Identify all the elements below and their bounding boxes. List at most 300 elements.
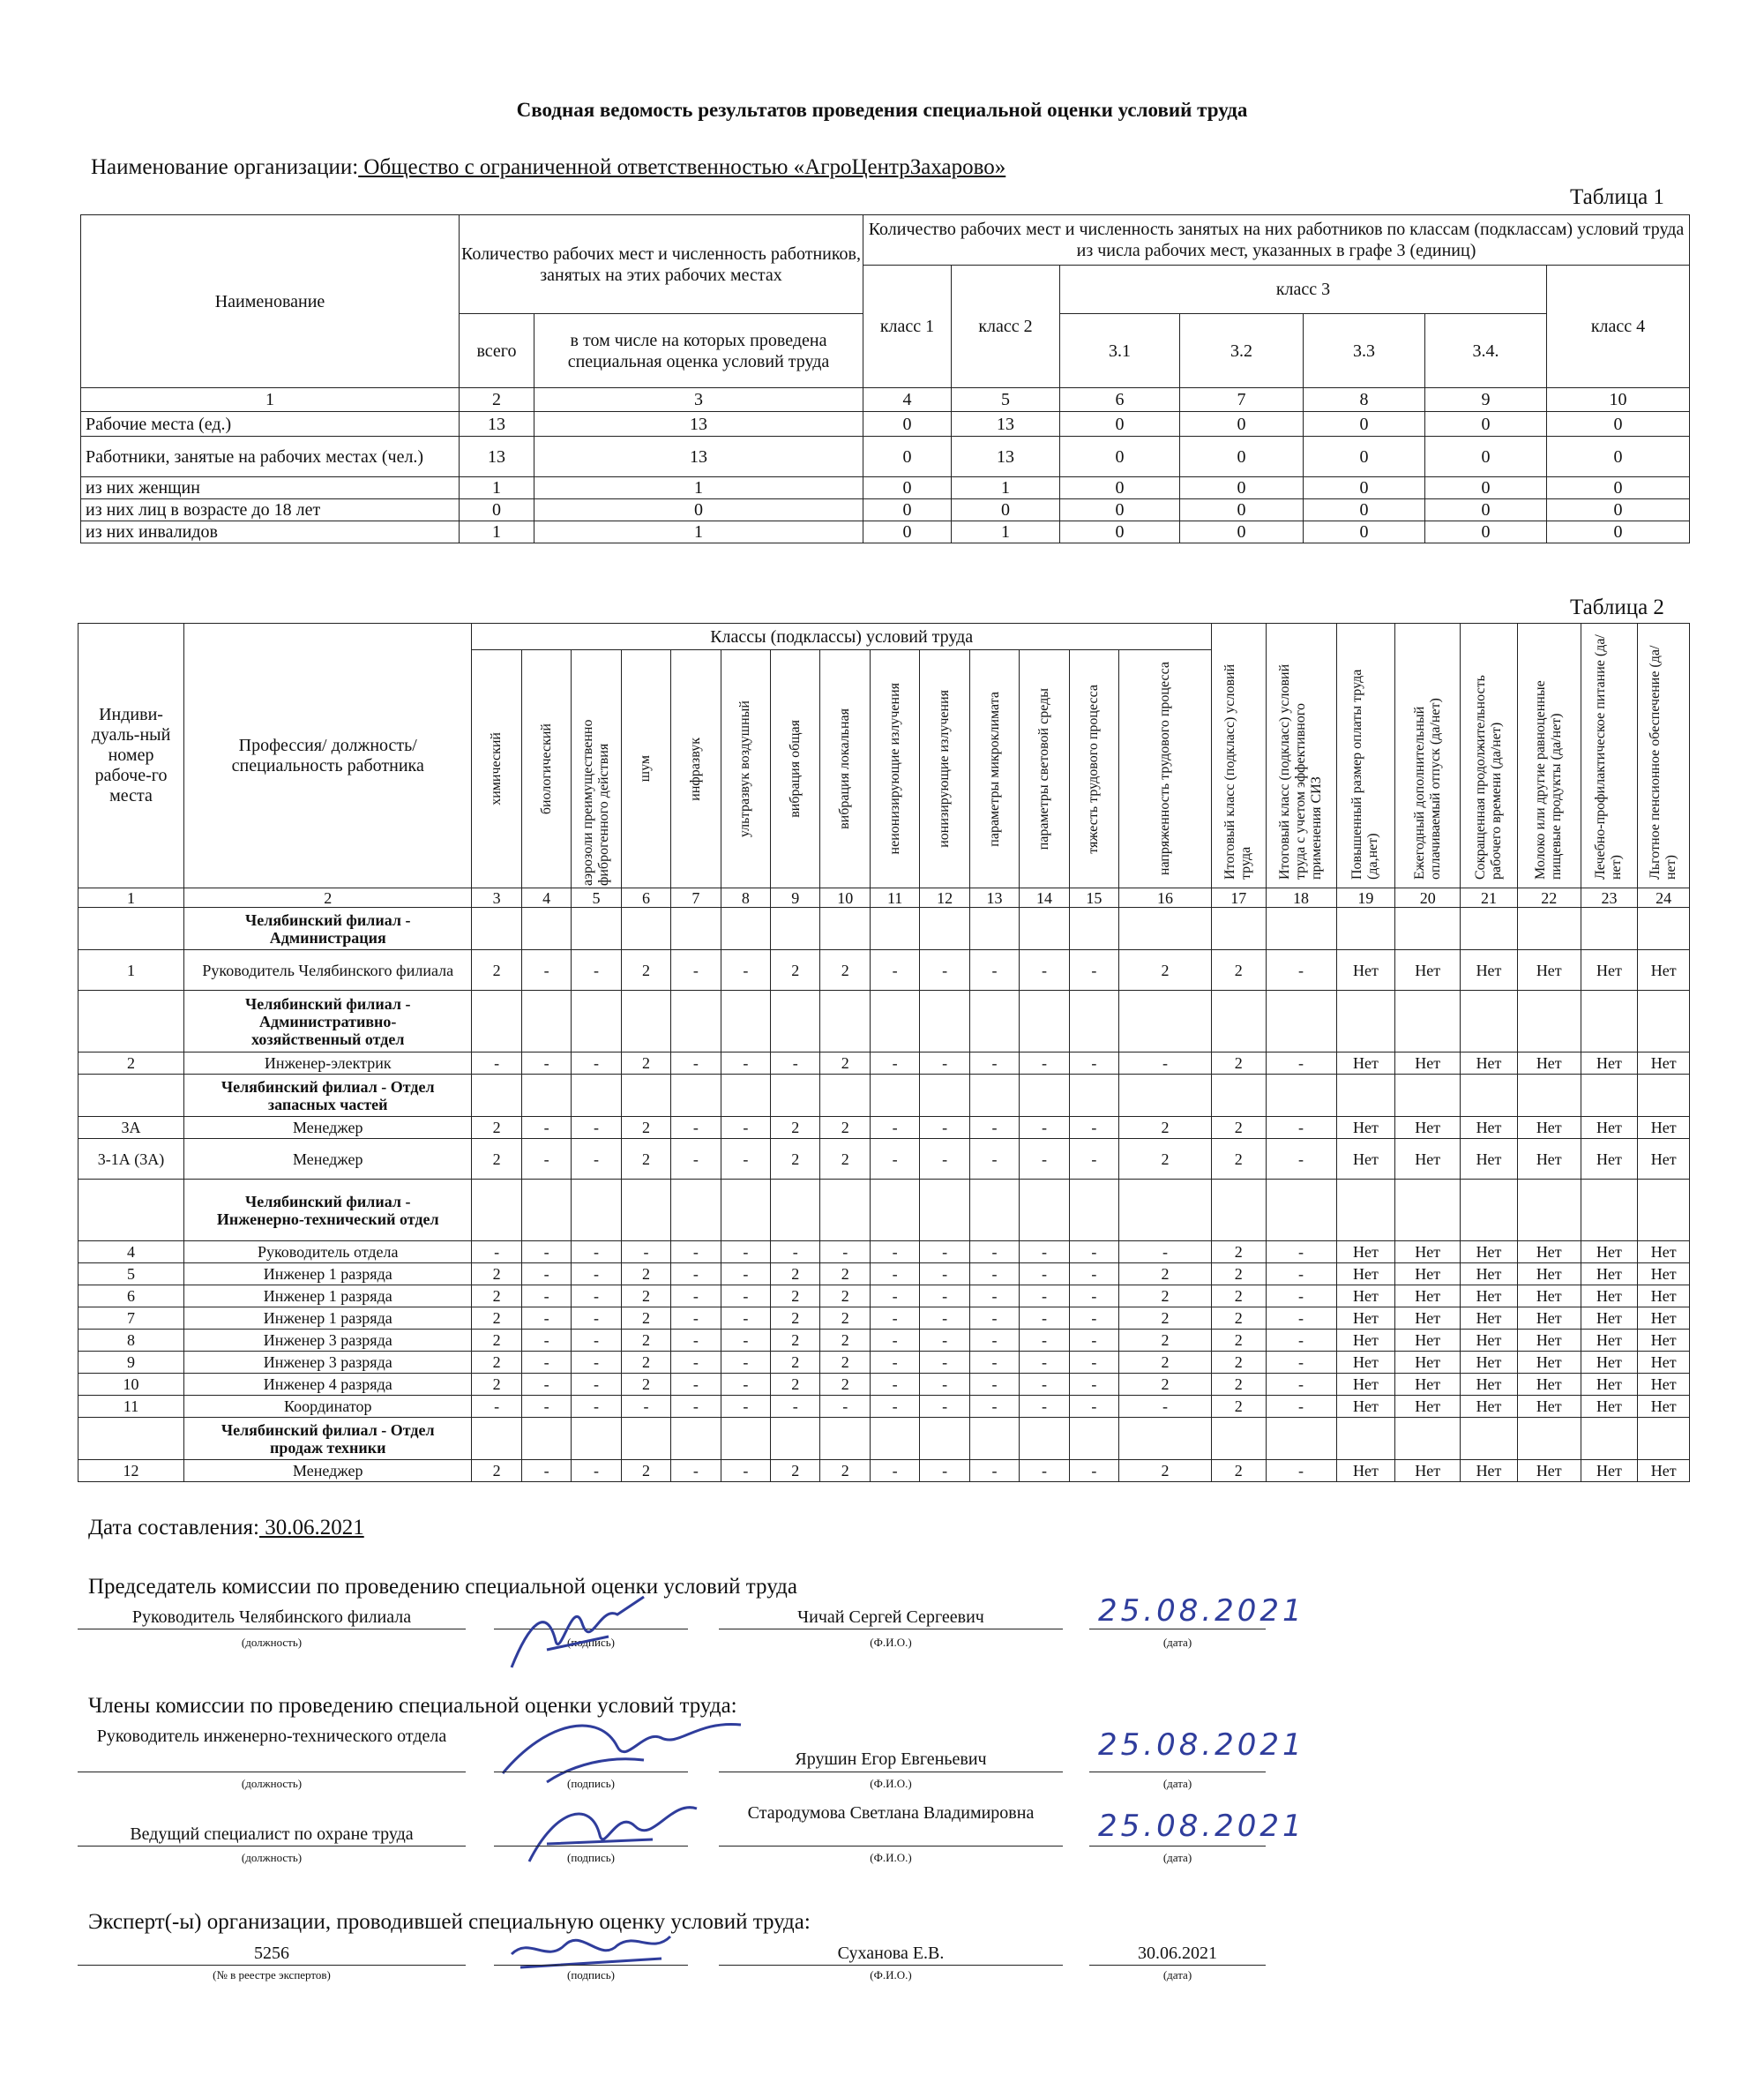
workplace-cell: - bbox=[1069, 1396, 1118, 1418]
workplace-cell: 2 bbox=[472, 1374, 521, 1396]
empty-cell bbox=[969, 908, 1019, 950]
workplace-cell: Нет bbox=[1461, 1307, 1518, 1330]
member2-name: Стародумова Светлана Владимировна bbox=[747, 1803, 1035, 1823]
workplace-cell: - bbox=[1266, 1352, 1336, 1374]
workplace-cell: Нет bbox=[1638, 1374, 1690, 1396]
department-row bbox=[78, 991, 1690, 1052]
t1-cell: 0 bbox=[1547, 521, 1690, 543]
expert-date: 30.06.2021 bbox=[1138, 1944, 1217, 1963]
t1-header-class2: класс 2 bbox=[952, 266, 1060, 388]
workplace-cell: - bbox=[771, 1052, 820, 1075]
t1-cell: 1 bbox=[534, 477, 863, 499]
workplace-cell: - bbox=[920, 1285, 969, 1307]
workplace-cell: 2 bbox=[621, 1139, 670, 1180]
workplace-cell: 2 bbox=[472, 1139, 521, 1180]
t1-header-3-4: 3.4. bbox=[1425, 314, 1547, 388]
empty-cell bbox=[572, 1180, 621, 1241]
workplace-cell: Нет bbox=[1336, 950, 1395, 991]
empty-cell bbox=[1638, 991, 1690, 1052]
workplace-cell: - bbox=[920, 1330, 969, 1352]
workplace-cell: - bbox=[621, 1396, 670, 1418]
workplace-cell: - bbox=[572, 1307, 621, 1330]
empty-cell bbox=[1517, 908, 1581, 950]
t2-header-vertical bbox=[1581, 624, 1638, 888]
workplace-cell: - bbox=[572, 1396, 621, 1418]
empty-cell bbox=[820, 1075, 870, 1117]
t2-header-vertical-text: инфразвук bbox=[687, 737, 703, 801]
workplace-cell: - bbox=[1069, 1263, 1118, 1285]
workplace-cell: - bbox=[1266, 1396, 1336, 1418]
workplace-cell: 2 bbox=[1211, 1117, 1266, 1139]
workplace-profession: Инженер 3 разряда bbox=[184, 1330, 472, 1352]
workplace-cell: - bbox=[820, 1241, 870, 1263]
member2-date: 25.08.2021 bbox=[1098, 1809, 1305, 1844]
workplace-cell: - bbox=[671, 1263, 721, 1285]
empty-cell bbox=[1395, 1075, 1461, 1117]
workplace-cell: - bbox=[1020, 1352, 1069, 1374]
workplace-row bbox=[78, 1117, 1690, 1139]
empty-cell bbox=[472, 1418, 521, 1460]
chair-heading: Председатель комиссии по проведению специальной оценки условий труда bbox=[88, 1575, 797, 1599]
chair-date-caption: (дата) bbox=[1162, 1636, 1192, 1649]
empty-cell bbox=[1395, 1418, 1461, 1460]
t1-cell: 1 bbox=[534, 521, 863, 543]
expert-date-caption: (дата) bbox=[1162, 1968, 1192, 1981]
expert-name-line bbox=[719, 1965, 1063, 1966]
workplace-row bbox=[78, 1139, 1690, 1180]
t2-header-vertical-text: параметры световой среды bbox=[1035, 687, 1051, 850]
empty-cell bbox=[1581, 1075, 1638, 1117]
t1-colnum: 6 bbox=[1060, 388, 1180, 412]
department-number-cell bbox=[78, 1180, 184, 1241]
organization-name: Общество с ограниченной ответственностью «АгроЦентрЗахарово» bbox=[358, 155, 1006, 179]
workplace-cell: - bbox=[572, 1117, 621, 1139]
empty-cell bbox=[572, 991, 621, 1052]
workplace-cell: - bbox=[969, 1117, 1019, 1139]
workplace-cell: Нет bbox=[1336, 1139, 1395, 1180]
workplace-cell: - bbox=[721, 1285, 770, 1307]
workplace-cell: - bbox=[521, 1374, 571, 1396]
workplace-cell: - bbox=[671, 1117, 721, 1139]
workplace-cell: Нет bbox=[1336, 1117, 1395, 1139]
workplace-cell: - bbox=[1020, 950, 1069, 991]
t2-header-number bbox=[78, 624, 184, 888]
workplace-cell: Нет bbox=[1336, 1330, 1395, 1352]
t1-cell: 1 bbox=[460, 477, 534, 499]
chair-signature-icon bbox=[494, 1588, 653, 1676]
empty-cell bbox=[472, 991, 521, 1052]
t1-cell: 0 bbox=[1425, 521, 1547, 543]
workplace-cell: 2 bbox=[820, 950, 870, 991]
workplace-cell: Нет bbox=[1461, 1396, 1518, 1418]
t1-cell: 0 bbox=[1304, 521, 1425, 543]
t1-cell: 13 bbox=[460, 437, 534, 477]
empty-cell bbox=[572, 908, 621, 950]
workplace-cell: - bbox=[870, 1241, 919, 1263]
empty-cell bbox=[521, 991, 571, 1052]
expert-registry-caption: (№ в реестре экспертов) bbox=[213, 1968, 331, 1981]
workplace-cell: 2 bbox=[820, 1117, 870, 1139]
workplace-cell: - bbox=[721, 950, 770, 991]
workplace-cell: - bbox=[969, 1052, 1019, 1075]
empty-cell bbox=[671, 1418, 721, 1460]
empty-cell bbox=[1581, 991, 1638, 1052]
organization-line bbox=[91, 155, 1005, 180]
workplace-cell: - bbox=[920, 1117, 969, 1139]
t2-header-vertical-text: Сокращенная продолжительность рабочего времени (да/нет) bbox=[1473, 674, 1504, 880]
t1-header-byclass: Количество рабочих мест и численность занятых на них работников по классам (подклассам) условий труда из числа рабочих мест, указанных в графе 3 (единиц) bbox=[863, 215, 1690, 266]
t2-colnum: 14 bbox=[1020, 888, 1069, 908]
t2-header-vertical-text: аэрозоли преимущественно фиброгенного действия bbox=[580, 719, 612, 886]
empty-cell bbox=[820, 1180, 870, 1241]
workplace-cell: 2 bbox=[1211, 1396, 1266, 1418]
table1-label: Таблица 1 bbox=[1570, 185, 1664, 209]
t2-header-vertical bbox=[969, 650, 1019, 888]
empty-cell bbox=[771, 1418, 820, 1460]
workplace-cell: - bbox=[572, 1263, 621, 1285]
empty-cell bbox=[1517, 1418, 1581, 1460]
t2-colnum: 15 bbox=[1069, 888, 1118, 908]
t2-header-vertical-text: параметры микроклимата bbox=[986, 691, 1002, 847]
workplace-cell: - bbox=[969, 1396, 1019, 1418]
workplace-cell: - bbox=[870, 1307, 919, 1330]
workplace-cell: - bbox=[870, 1052, 919, 1075]
department-name: Челябинский филиал - Отдел запасных частей bbox=[184, 1075, 472, 1117]
empty-cell bbox=[870, 1180, 919, 1241]
workplace-cell: - bbox=[1266, 1307, 1336, 1330]
workplace-number: 1 bbox=[78, 950, 184, 991]
workplace-cell: 2 bbox=[820, 1307, 870, 1330]
workplace-cell: - bbox=[1266, 950, 1336, 991]
member2-date-caption: (дата) bbox=[1162, 1851, 1192, 1864]
workplace-profession: Инженер 1 разряда bbox=[184, 1307, 472, 1330]
workplace-cell: - bbox=[1069, 1330, 1118, 1352]
workplace-number: 10 bbox=[78, 1374, 184, 1396]
workplace-cell: Нет bbox=[1581, 950, 1638, 991]
workplace-cell: - bbox=[920, 1139, 969, 1180]
t1-cell: 0 bbox=[1304, 477, 1425, 499]
t1-header-class4: класс 4 bbox=[1547, 266, 1690, 388]
workplace-cell: 2 bbox=[820, 1263, 870, 1285]
workplace-cell: - bbox=[969, 1263, 1019, 1285]
t2-header-profession-text: Профессия/ должность/ специальность работника bbox=[231, 735, 424, 775]
t2-header-vertical bbox=[1336, 624, 1395, 888]
workplace-cell: 2 bbox=[1119, 1374, 1212, 1396]
empty-cell bbox=[820, 908, 870, 950]
expert-name: Суханова Е.В. bbox=[837, 1944, 945, 1963]
member2-position-caption: (должность) bbox=[241, 1851, 303, 1864]
t2-header-vertical-text: Лечебно-профилактическое питание (да/нет) bbox=[1593, 633, 1625, 880]
empty-cell bbox=[721, 991, 770, 1052]
workplace-cell: - bbox=[1266, 1460, 1336, 1482]
t1-colnum: 5 bbox=[952, 388, 1060, 412]
t2-header-vertical bbox=[1069, 650, 1118, 888]
empty-cell bbox=[1581, 908, 1638, 950]
workplace-cell: - bbox=[621, 1241, 670, 1263]
workplace-number: 5 bbox=[78, 1263, 184, 1285]
workplace-cell: Нет bbox=[1395, 950, 1461, 991]
empty-cell bbox=[1638, 1075, 1690, 1117]
t1-colnum: 7 bbox=[1180, 388, 1304, 412]
workplace-profession: Координатор bbox=[184, 1396, 472, 1418]
workplace-cell: - bbox=[572, 1330, 621, 1352]
workplace-cell: Нет bbox=[1581, 1460, 1638, 1482]
workplace-cell: - bbox=[870, 1330, 919, 1352]
empty-cell bbox=[1020, 1418, 1069, 1460]
workplace-cell: - bbox=[1266, 1330, 1336, 1352]
department-name: Челябинский филиал - Администрация bbox=[184, 908, 472, 950]
empty-cell bbox=[1266, 1180, 1336, 1241]
workplace-cell: - bbox=[969, 1139, 1019, 1180]
empty-cell bbox=[1069, 908, 1118, 950]
empty-cell bbox=[1461, 1418, 1518, 1460]
t1-cell: 0 bbox=[1180, 499, 1304, 521]
workplace-cell: Нет bbox=[1336, 1460, 1395, 1482]
empty-cell bbox=[1266, 1418, 1336, 1460]
empty-cell bbox=[621, 1180, 670, 1241]
department-name: Челябинский филиал - Отдел продаж техники bbox=[184, 1418, 472, 1460]
empty-cell bbox=[721, 1075, 770, 1117]
workplace-cell: Нет bbox=[1395, 1052, 1461, 1075]
workplace-cell: - bbox=[1020, 1374, 1069, 1396]
workplace-cell: - bbox=[572, 1374, 621, 1396]
workplace-cell: 2 bbox=[771, 1330, 820, 1352]
workplace-cell: - bbox=[870, 1374, 919, 1396]
empty-cell bbox=[671, 991, 721, 1052]
empty-cell bbox=[969, 991, 1019, 1052]
workplace-cell: 2 bbox=[621, 1352, 670, 1374]
empty-cell bbox=[920, 1418, 969, 1460]
t2-header-vertical bbox=[1020, 650, 1069, 888]
empty-cell bbox=[721, 1418, 770, 1460]
t1-row bbox=[81, 521, 1690, 543]
chair-position: Руководитель Челябинского филиала bbox=[131, 1607, 412, 1627]
department-row bbox=[78, 1075, 1690, 1117]
t1-colnum: 3 bbox=[534, 388, 863, 412]
empty-cell bbox=[1336, 1418, 1395, 1460]
t1-cell: 0 bbox=[1425, 437, 1547, 477]
workplace-cell: 2 bbox=[621, 1052, 670, 1075]
t2-header-profession bbox=[184, 624, 472, 888]
workplace-cell: - bbox=[870, 1117, 919, 1139]
t2-colnum: 2 bbox=[184, 888, 472, 908]
t1-cell: 0 bbox=[863, 521, 952, 543]
workplace-cell: Нет bbox=[1461, 1117, 1518, 1139]
t1-cell: 13 bbox=[460, 412, 534, 437]
workplace-cell: - bbox=[572, 1139, 621, 1180]
table2-label: Таблица 2 bbox=[1570, 596, 1664, 619]
t1-cell: 0 bbox=[460, 499, 534, 521]
empty-cell bbox=[1638, 908, 1690, 950]
t1-row bbox=[81, 499, 1690, 521]
t1-colnum: 2 bbox=[460, 388, 534, 412]
workplace-profession: Менеджер bbox=[184, 1117, 472, 1139]
workplace-number: 9 bbox=[78, 1352, 184, 1374]
workplace-cell: 2 bbox=[1211, 1139, 1266, 1180]
t2-header-vertical bbox=[1266, 624, 1336, 888]
workplace-cell: Нет bbox=[1336, 1396, 1395, 1418]
workplace-cell: - bbox=[671, 1285, 721, 1307]
workplace-cell: Нет bbox=[1517, 1352, 1581, 1374]
empty-cell bbox=[771, 1180, 820, 1241]
t1-row bbox=[81, 437, 1690, 477]
workplace-cell: Нет bbox=[1638, 1117, 1690, 1139]
department-number-cell bbox=[78, 908, 184, 950]
t1-cell: 1 bbox=[952, 521, 1060, 543]
empty-cell bbox=[472, 1180, 521, 1241]
expert-registry-line bbox=[78, 1965, 466, 1966]
member1-position-caption: (должность) bbox=[241, 1777, 303, 1790]
workplace-cell: 2 bbox=[820, 1352, 870, 1374]
t1-header-3-3: 3.3 bbox=[1304, 314, 1425, 388]
t2-header-vertical-text: Повышенный размер оплаты труда (да,нет) bbox=[1349, 669, 1381, 880]
workplace-cell: - bbox=[521, 1117, 571, 1139]
t2-colnum: 13 bbox=[969, 888, 1019, 908]
workplace-number: 7 bbox=[78, 1307, 184, 1330]
t1-header-class3: класс 3 bbox=[1060, 266, 1547, 314]
workplace-cell: 2 bbox=[1211, 1352, 1266, 1374]
t2-header-vertical-text: биологический bbox=[538, 723, 554, 815]
workplace-cell: 2 bbox=[771, 1285, 820, 1307]
member1-date-caption: (дата) bbox=[1162, 1777, 1192, 1790]
workplace-cell: Нет bbox=[1638, 950, 1690, 991]
workplace-cell: - bbox=[521, 1460, 571, 1482]
workplace-cell: Нет bbox=[1638, 1241, 1690, 1263]
workplace-cell: 2 bbox=[820, 1052, 870, 1075]
workplace-cell: - bbox=[472, 1396, 521, 1418]
expert-registry-number: 5256 bbox=[254, 1944, 289, 1963]
empty-cell bbox=[820, 1418, 870, 1460]
member1-name: Ярушин Егор Евгеньевич bbox=[795, 1749, 987, 1769]
t1-row-label: из них женщин bbox=[81, 477, 460, 499]
empty-cell bbox=[1119, 1180, 1212, 1241]
workplace-cell: Нет bbox=[1395, 1352, 1461, 1374]
t2-colnum: 10 bbox=[820, 888, 870, 908]
empty-cell bbox=[1119, 1075, 1212, 1117]
empty-cell bbox=[1119, 991, 1212, 1052]
workplace-row bbox=[78, 1374, 1690, 1396]
empty-cell bbox=[1211, 1075, 1266, 1117]
workplace-cell: Нет bbox=[1638, 1352, 1690, 1374]
empty-cell bbox=[1461, 991, 1518, 1052]
workplace-number: 11 bbox=[78, 1396, 184, 1418]
workplace-cell: Нет bbox=[1395, 1263, 1461, 1285]
workplace-cell: - bbox=[920, 1241, 969, 1263]
empty-cell bbox=[920, 908, 969, 950]
workplace-cell: 2 bbox=[1119, 1263, 1212, 1285]
t1-cell: 0 bbox=[1547, 437, 1690, 477]
workplace-cell: 2 bbox=[1119, 1285, 1212, 1307]
workplace-cell: Нет bbox=[1517, 1241, 1581, 1263]
workplace-cell: - bbox=[1266, 1241, 1336, 1263]
t1-row-label: Работники, занятые на рабочих местах (чел.) bbox=[81, 437, 460, 477]
workplace-cell: Нет bbox=[1461, 1052, 1518, 1075]
t1-header-3-2: 3.2 bbox=[1180, 314, 1304, 388]
t2-header-vertical bbox=[1517, 624, 1581, 888]
workplaces-table bbox=[78, 623, 1690, 1482]
chair-name-caption: (Ф.И.О.) bbox=[870, 1636, 912, 1649]
workplace-cell: 2 bbox=[472, 1117, 521, 1139]
t2-header-vertical-text: ультразвук воздушный bbox=[737, 700, 753, 838]
t2-colnum: 12 bbox=[920, 888, 969, 908]
t2-header-vertical bbox=[721, 650, 770, 888]
workplace-profession: Менеджер bbox=[184, 1139, 472, 1180]
workplace-cell: - bbox=[521, 1307, 571, 1330]
t2-header-vertical-text: Ежегодный дополнительный оплачиваемый отпуск (да/нет) bbox=[1411, 697, 1443, 880]
workplace-cell: - bbox=[721, 1263, 770, 1285]
workplace-cell: 2 bbox=[820, 1330, 870, 1352]
workplace-profession: Инженер 1 разряда bbox=[184, 1285, 472, 1307]
workplace-cell: - bbox=[969, 1241, 1019, 1263]
workplace-cell: - bbox=[1069, 1139, 1118, 1180]
empty-cell bbox=[1069, 1075, 1118, 1117]
workplace-cell: - bbox=[472, 1241, 521, 1263]
summary-table bbox=[80, 214, 1690, 543]
empty-cell bbox=[920, 1075, 969, 1117]
workplace-cell: - bbox=[870, 1396, 919, 1418]
workplace-cell: - bbox=[472, 1052, 521, 1075]
t1-cell: 0 bbox=[1060, 499, 1180, 521]
t2-colnum: 16 bbox=[1119, 888, 1212, 908]
workplace-cell: - bbox=[721, 1352, 770, 1374]
workplace-cell: - bbox=[1119, 1241, 1212, 1263]
workplace-cell: - bbox=[1266, 1139, 1336, 1180]
t1-cell: 0 bbox=[1304, 412, 1425, 437]
workplace-cell: Нет bbox=[1517, 1330, 1581, 1352]
department-number-cell bbox=[78, 991, 184, 1052]
workplace-cell: 2 bbox=[1119, 1330, 1212, 1352]
workplace-cell: - bbox=[521, 1052, 571, 1075]
workplace-cell: 2 bbox=[771, 1374, 820, 1396]
t1-cell: 0 bbox=[1547, 477, 1690, 499]
workplace-cell: - bbox=[721, 1117, 770, 1139]
workplace-cell: Нет bbox=[1336, 1374, 1395, 1396]
t1-cell: 0 bbox=[1060, 521, 1180, 543]
workplace-cell: 2 bbox=[771, 1139, 820, 1180]
workplace-cell: - bbox=[870, 1285, 919, 1307]
workplace-cell: - bbox=[1020, 1117, 1069, 1139]
t1-cell: 0 bbox=[1304, 437, 1425, 477]
workplace-cell: - bbox=[920, 1374, 969, 1396]
workplace-cell: - bbox=[521, 1139, 571, 1180]
t1-header-assessed: в том числе на которых проведена специальная оценка условий труда bbox=[534, 314, 863, 388]
workplace-cell: 2 bbox=[771, 1263, 820, 1285]
workplace-cell: - bbox=[521, 1330, 571, 1352]
workplace-cell: Нет bbox=[1336, 1263, 1395, 1285]
workplace-cell: - bbox=[870, 1352, 919, 1374]
workplace-cell: 2 bbox=[472, 1352, 521, 1374]
t1-cell: 0 bbox=[1180, 437, 1304, 477]
workplace-cell: Нет bbox=[1517, 1139, 1581, 1180]
workplace-cell: Нет bbox=[1638, 1263, 1690, 1285]
workplace-cell: - bbox=[1266, 1052, 1336, 1075]
t2-header-vertical-text: вибрация локальная bbox=[837, 708, 853, 829]
workplace-cell: - bbox=[1020, 1307, 1069, 1330]
empty-cell bbox=[521, 908, 571, 950]
member2-position-line bbox=[78, 1846, 466, 1847]
t1-cell: 13 bbox=[534, 412, 863, 437]
workplace-cell: 2 bbox=[1211, 1374, 1266, 1396]
workplace-cell: - bbox=[721, 1307, 770, 1330]
workplace-cell: - bbox=[1266, 1117, 1336, 1139]
members-heading: Члены комиссии по проведению специальной оценки условий труда: bbox=[88, 1694, 737, 1718]
empty-cell bbox=[521, 1418, 571, 1460]
empty-cell bbox=[1211, 908, 1266, 950]
t1-cell: 1 bbox=[952, 477, 1060, 499]
workplace-profession: Инженер 4 разряда bbox=[184, 1374, 472, 1396]
workplace-cell: - bbox=[1069, 1052, 1118, 1075]
empty-cell bbox=[621, 1075, 670, 1117]
